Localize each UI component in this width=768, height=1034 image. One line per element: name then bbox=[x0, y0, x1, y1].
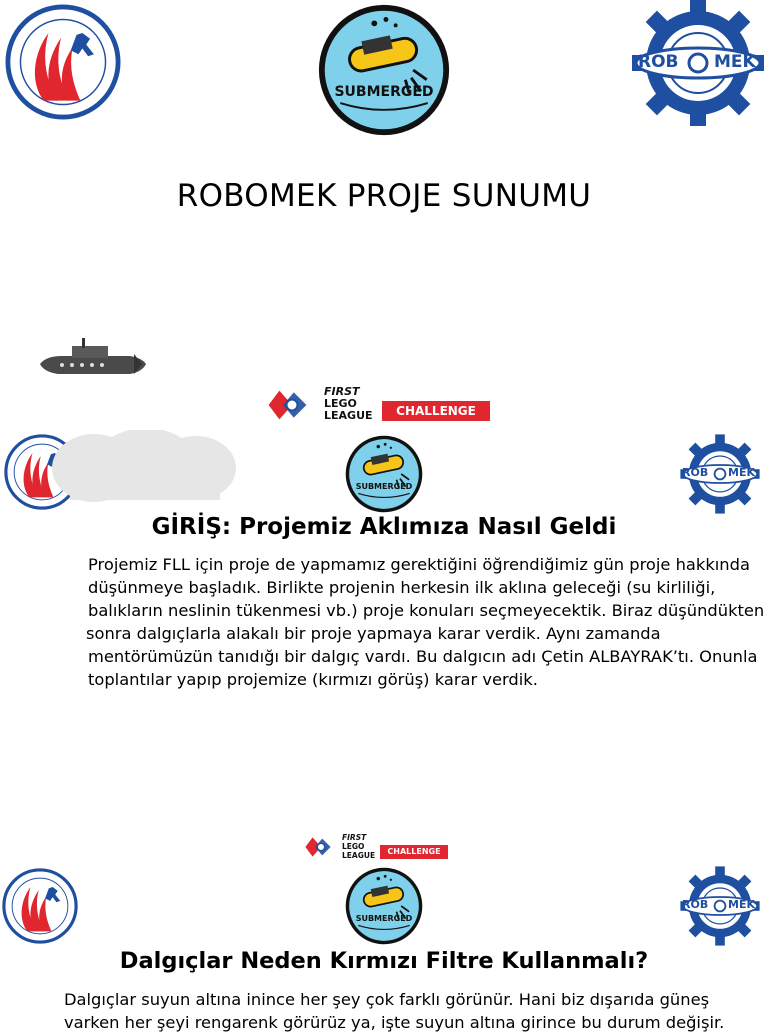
robomek-logo-text-left: ROB bbox=[682, 466, 709, 479]
intro-line: toplantılar yapıp projemize (kırmızı görüş) karar verdik. bbox=[88, 670, 538, 689]
intro-line: Projemiz FLL için proje de yapmamız gerektiğini öğrendiğimiz gün proje hakkında bbox=[88, 555, 750, 574]
fll-challenge-badge: CHALLENGE bbox=[380, 845, 448, 859]
presentation-title: ROBOMEK PROJE SUNUMU bbox=[176, 178, 592, 214]
robomek-logo-text-left: ROB bbox=[638, 52, 679, 72]
cloud-icon bbox=[50, 430, 238, 506]
fll-league-text: LEAGUE bbox=[342, 851, 376, 860]
robomek-logo-text-right: MEK bbox=[714, 52, 756, 72]
red-filter-line: Dalgıçlar suyun altına inince her şey çok farklı görünür. Hani biz dışarıda güneş bbox=[64, 990, 710, 1009]
submerged-logo-icon bbox=[316, 2, 452, 138]
robomek-logo-text-right: MEK bbox=[728, 898, 755, 911]
fll-first-text: FIRST bbox=[342, 833, 367, 842]
fll-challenge-logo-2 bbox=[300, 832, 452, 862]
robomek-logo-text-left: ROB bbox=[682, 898, 709, 911]
submerged-logo-text: SUBMERGED bbox=[355, 914, 413, 923]
red-filter-paragraph bbox=[64, 988, 724, 1034]
fll-challenge-logo bbox=[258, 383, 500, 427]
submerged-logo-2 bbox=[344, 434, 424, 514]
intro-line: düşünmeye başladık. Birlikte projenin herkesin ilk aklına geleceği (su kirliliği, bbox=[88, 578, 716, 597]
intro-line: sonra dalgıçlarla alakalı bir proje yapmaya karar verdik. Aynı zamanda bbox=[86, 624, 661, 643]
submerged-logo bbox=[316, 2, 452, 138]
fll-first-text: FIRST bbox=[324, 385, 360, 398]
fll-lego-text: LEGO bbox=[324, 397, 357, 410]
submerged-logo-text: SUBMERGED bbox=[334, 84, 434, 100]
intro-line: mentörümüzün tanıdığı bir dalgıç vardı. Bu dalgıcın adı Çetin ALBAYRAK’tı. Onunla bbox=[88, 647, 758, 666]
robomek-logo bbox=[628, 0, 768, 126]
university-logo-icon bbox=[5, 4, 121, 120]
fll-league-text: LEAGUE bbox=[324, 409, 373, 422]
submerged-logo-text: SUBMERGED bbox=[355, 482, 413, 491]
submarine-icon bbox=[38, 336, 148, 378]
fll-mark-icon bbox=[264, 387, 320, 423]
intro-line: balıkların neslinin tükenmesi vb.) proje konuları seçmeyecektik. Biraz düşündükten bbox=[88, 601, 765, 620]
intro-paragraph bbox=[86, 553, 764, 691]
submerged-logo-icon bbox=[344, 866, 424, 946]
university-logo-3 bbox=[2, 868, 78, 944]
cloud-shape bbox=[50, 430, 238, 506]
red-filter-line: varken her şeyi rengarenk görürüz ya, işte suyun altına girince bu durum değişir. bbox=[64, 1013, 725, 1032]
submarine-image bbox=[38, 336, 148, 378]
submerged-logo-icon bbox=[344, 434, 424, 514]
university-logo bbox=[5, 4, 121, 120]
red-filter-heading: Dalgıçlar Neden Kırmızı Filtre Kullanmalı? bbox=[119, 948, 649, 974]
robomek-logo-3 bbox=[678, 864, 762, 948]
robomek-logo-text-right: MEK bbox=[728, 466, 755, 479]
fll-lego-text: LEGO bbox=[342, 842, 365, 851]
submerged-logo-3 bbox=[344, 866, 424, 946]
university-logo-icon bbox=[2, 868, 78, 944]
intro-heading: GİRİŞ: Projemiz Aklımıza Nasıl Geldi bbox=[151, 514, 617, 540]
fll-challenge-badge: CHALLENGE bbox=[382, 401, 490, 421]
robomek-logo-2 bbox=[678, 432, 762, 516]
fll-mark-icon bbox=[302, 835, 340, 859]
